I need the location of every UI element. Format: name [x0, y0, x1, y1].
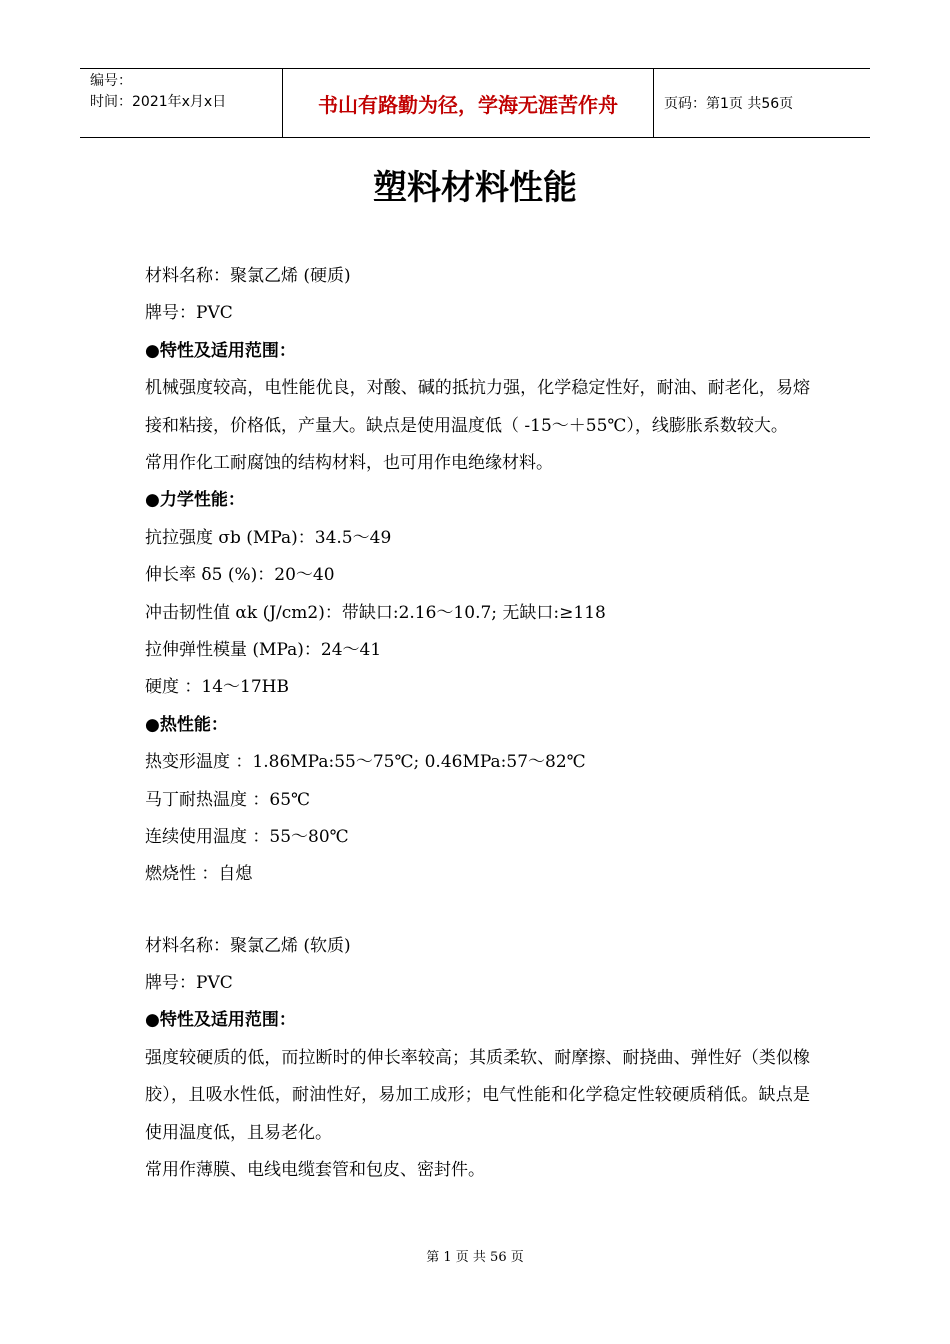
features-paragraph: 机械强度较高，电性能优良，对酸、碱的抵抗力强，化学稳定性好，耐油、耐老化，易熔接和粘接，价格低，产量大。缺点是使用温度低（ -15～＋55℃），线膨胀系数较大。	[145, 378, 810, 436]
material-brand: 牌号：PVC	[145, 973, 233, 994]
mechanical-item: 伸长率 δ5 (%)：20～40	[145, 565, 335, 586]
mechanical-item: 冲击韧性值 αk (J/cm2)：带缺口:2.16～10.7; 无缺口:≥118	[145, 602, 606, 623]
page-footer: 第 1 页 共 56 页	[426, 1250, 524, 1265]
thermal-heading: ●热性能：	[145, 714, 228, 735]
usage-line: 常用作化工耐腐蚀的结构材料，也可用作电绝缘材料。	[145, 452, 553, 473]
material-brand: 牌号：PVC	[145, 303, 233, 324]
thermal-item: 热变形温度 ：1.86MPa:55～75℃; 0.46MPa:57～82℃	[145, 752, 586, 773]
section-gap	[145, 894, 810, 928]
thermal-item: 燃烧性 ：自熄	[145, 864, 253, 885]
header-meta	[80, 69, 282, 137]
header-motto: 书山有路勤为径，学海无涯苦作舟	[282, 69, 654, 137]
thermal-item: 马丁耐热温度 ：65℃	[145, 789, 311, 810]
header-page-info: 页码：第1页 共56页	[664, 96, 794, 112]
usage-line: 常用作薄膜、电线电缆套管和包皮、密封件。	[145, 1160, 485, 1181]
document-body	[145, 258, 810, 1189]
features-paragraph: 强度较硬质的低，而拉断时的伸长率较高；其质柔软、耐摩擦、耐挠曲、弹性好（类似橡胶），且吸水性低，耐油性好，易加工成形；电气性能和化学稳定性较硬质稍低。缺点是使用温度低，且易老化。	[145, 1047, 810, 1143]
mechanical-item: 硬度 ：14～17HB	[145, 677, 289, 698]
page-title: 塑料材料性能	[373, 168, 577, 208]
mechanical-item: 拉伸弹性模量 (MPa)：24～41	[145, 639, 382, 660]
number-label: 编号：	[90, 73, 132, 89]
header-table	[80, 68, 870, 138]
thermal-item: 连续使用温度 ：55～80℃	[145, 826, 349, 847]
material-name: 材料名称：聚氯乙烯 (软质)	[145, 935, 351, 956]
material-name: 材料名称：聚氯乙烯 (硬质)	[145, 266, 351, 286]
mechanical-item: 抗拉强度 σb (MPa)：34.5～49	[145, 527, 392, 548]
mechanical-heading: ●力学性能：	[145, 490, 245, 511]
time-label: 时间：2021年x月x日	[90, 94, 227, 110]
features-heading: ●特性及适用范围：	[145, 1010, 296, 1031]
features-heading: ●特性及适用范围：	[145, 340, 296, 361]
